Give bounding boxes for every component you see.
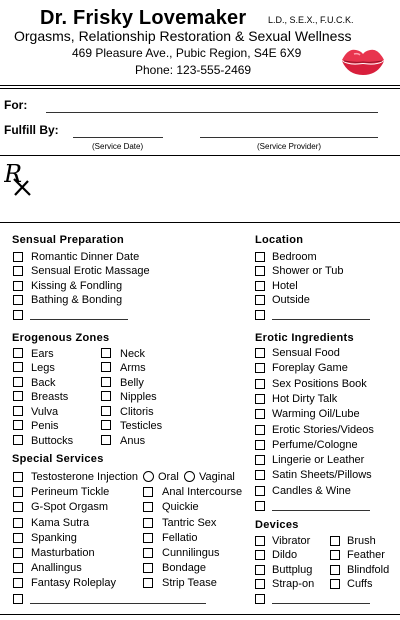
checkbox-nipples[interactable] [101,391,111,401]
label-cuffs: Cuffs [347,578,373,590]
checkbox-devices-other[interactable] [255,594,265,604]
svg-text:R: R [4,160,23,188]
label-legs: Legs [31,362,55,374]
label-kama-sutra: Kama Sutra [31,517,90,529]
checkbox-fantasy-roleplay[interactable] [13,578,23,588]
checkbox-testicles[interactable] [101,420,111,430]
label-testosterone-injection: Testosterone Injection [31,471,139,483]
label-kissing-fondling: Kissing & Fondling [31,280,123,292]
label-sensual-food: Sensual Food [272,347,340,359]
checkbox-blindfold[interactable] [330,565,340,575]
checkbox-penis[interactable] [13,420,23,430]
service-date-caption: (Service Date) [92,142,144,151]
checkbox-neck[interactable] [101,348,111,358]
label-vulva: Vulva [31,406,59,418]
checkbox-masturbation[interactable] [13,548,23,558]
label-romantic-dinner-date: Romantic Dinner Date [31,251,140,263]
rx-divider [0,222,400,223]
erotic-ingredients-other-field[interactable] [272,510,370,511]
devices-other-field[interactable] [272,603,370,604]
label-spanking: Spanking [31,532,77,544]
rx-symbol [4,160,34,196]
label-hot-dirty-talk: Hot Dirty Talk [272,393,338,405]
label-anal-intercourse: Anal Intercourse [162,486,243,498]
label-g-spot-orgasm: G-Spot Orgasm [31,501,109,513]
label-lingerie-or-leather: Lingerie or Leather [272,454,365,466]
checkbox-anus[interactable] [101,435,111,445]
label-buttplug: Buttplug [272,564,313,576]
sensual-preparation-other-field[interactable] [30,319,128,320]
label-clitoris: Clitoris [120,406,154,418]
checkbox-kama-sutra[interactable] [13,518,23,528]
practice-tagline: Orgasms, Relationship Restoration & Sexual Wellness [14,28,352,44]
checkbox-bedroom[interactable] [255,252,265,262]
checkbox-quickie[interactable] [143,502,153,512]
label-dildo: Dildo [272,549,298,561]
for-field[interactable] [46,112,378,113]
checkbox-perfume-cologne[interactable] [255,440,265,450]
label-fantasy-roleplay: Fantasy Roleplay [31,577,116,589]
checkbox-vulva[interactable] [13,406,23,416]
checkbox-buttplug[interactable] [255,565,265,575]
label-bathing-bonding: Bathing & Bonding [31,294,123,306]
checkbox-sex-positions-book[interactable] [255,379,265,389]
label-bedroom: Bedroom [272,251,317,263]
special-services-other-field[interactable] [30,603,206,604]
label-buttocks: Buttocks [31,435,74,447]
label-nipples: Nipples [120,391,157,403]
for-label: For: [4,98,28,112]
label-anallingus: Anallingus [31,562,82,574]
checkbox-hotel[interactable] [255,281,265,291]
label-arms: Arms [120,362,146,374]
section-title-devices: Devices [255,519,299,531]
label-warming-oil-lube: Warming Oil/Lube [272,408,360,420]
doctor-credentials: L.D., S.E.X., F.U.C.K. [268,15,354,25]
checkbox-strip-tease[interactable] [143,578,153,588]
practice-phone: Phone: 123-555-2469 [135,63,252,77]
checkbox-shower-or-tub[interactable] [255,266,265,276]
checkbox-outside[interactable] [255,295,265,305]
checkbox-anal-intercourse[interactable] [143,487,153,497]
checkbox-dildo[interactable] [255,550,265,560]
label-vibrator: Vibrator [272,535,311,547]
section-title-sensual-preparation: Sensual Preparation [12,234,125,246]
checkbox-romantic-dinner-date[interactable] [13,252,23,262]
checkbox-feather[interactable] [330,550,340,560]
doctor-name: Dr. Frisky Lovemaker [40,7,247,29]
checkbox-breasts[interactable] [13,391,23,401]
label-neck: Neck [120,348,146,360]
service-date-field[interactable] [73,137,163,138]
lips-icon [340,45,386,77]
checkbox-location-other[interactable] [255,310,265,320]
label-anus: Anus [120,435,146,447]
label-bondage: Bondage [162,562,207,574]
fulfill-by-label: Fulfill By: [4,123,59,137]
checkbox-bathing-bonding[interactable] [13,295,23,305]
checkbox-testosterone-injection[interactable] [13,472,23,482]
practice-address: 469 Pleasure Ave., Pubic Region, S4E 6X9 [72,46,302,60]
label-strap-on: Strap-on [272,578,315,590]
checkbox-sensual-preparation-other[interactable] [13,310,23,320]
section-title-location: Location [255,234,304,246]
label-strip-tease: Strip Tease [162,577,217,589]
checkbox-lingerie-or-leather[interactable] [255,455,265,465]
label-ears: Ears [31,348,54,360]
checkbox-brush[interactable] [330,536,340,546]
location-other-field[interactable] [272,319,370,320]
label-belly: Belly [120,377,144,389]
checkbox-sensual-erotic-massage[interactable] [13,266,23,276]
checkbox-strap-on[interactable] [255,579,265,589]
label-vaginal: Vaginal [199,471,235,483]
label-sensual-erotic-massage: Sensual Erotic Massage [31,265,150,277]
label-hotel: Hotel [272,280,298,292]
checkbox-sensual-food[interactable] [255,348,265,358]
radio-vaginal[interactable] [184,471,195,482]
checkbox-candles-wine[interactable] [255,486,265,496]
label-breasts: Breasts [31,391,69,403]
label-outside: Outside [272,294,310,306]
label-shower-or-tub: Shower or Tub [272,265,344,277]
checkbox-erotic-ingredients-other[interactable] [255,501,265,511]
checkbox-hot-dirty-talk[interactable] [255,394,265,404]
section-title-special-services: Special Services [12,453,104,465]
service-provider-field[interactable] [200,137,378,138]
checkbox-spanking[interactable] [13,533,23,543]
checkbox-anallingus[interactable] [13,563,23,573]
checkbox-ears[interactable] [13,348,23,358]
checkbox-clitoris[interactable] [101,406,111,416]
header-divider-2 [0,88,400,89]
label-perineum-tickle: Perineum Tickle [31,486,110,498]
checkbox-tantric-sex[interactable] [143,518,153,528]
checkbox-special-services-other[interactable] [13,594,23,604]
label-penis: Penis [31,420,59,432]
label-foreplay-game: Foreplay Game [272,362,348,374]
label-tantric-sex: Tantric Sex [162,517,217,529]
label-brush: Brush [347,535,376,547]
checkbox-warming-oil-lube[interactable] [255,409,265,419]
label-sex-positions-book: Sex Positions Book [272,378,367,390]
label-oral: Oral [158,471,179,483]
checkbox-legs[interactable] [13,362,23,372]
checkbox-g-spot-orgasm[interactable] [13,502,23,512]
service-provider-caption: (Service Provider) [257,142,322,151]
radio-oral[interactable] [143,471,154,482]
checkbox-bondage[interactable] [143,563,153,573]
form-divider [0,155,400,156]
label-satin-sheets-pillows: Satin Sheets/Pillows [272,469,372,481]
checkbox-perineum-tickle[interactable] [13,487,23,497]
checkbox-satin-sheets-pillows[interactable] [255,470,265,480]
checkbox-back[interactable] [13,377,23,387]
label-back: Back [31,377,56,389]
checkbox-cunnilingus[interactable] [143,548,153,558]
label-quickie: Quickie [162,501,199,513]
label-blindfold: Blindfold [347,564,390,576]
checkbox-vibrator[interactable] [255,536,265,546]
label-erotic-stories-videos: Erotic Stories/Videos [272,424,374,436]
checkbox-belly[interactable] [101,377,111,387]
checkbox-erotic-stories-videos[interactable] [255,425,265,435]
label-testicles: Testicles [120,420,163,432]
label-candles-wine: Candles & Wine [272,485,351,497]
label-fellatio: Fellatio [162,532,198,544]
checkbox-fellatio[interactable] [143,533,153,543]
checkbox-arms[interactable] [101,362,111,372]
checkbox-foreplay-game[interactable] [255,363,265,373]
label-cunnilingus: Cunnilingus [162,547,220,559]
section-title-erotic-ingredients: Erotic Ingredients [255,332,354,344]
footer-divider [0,614,400,615]
section-title-erogenous-zones: Erogenous Zones [12,332,110,344]
checkbox-kissing-fondling[interactable] [13,281,23,291]
header-divider [0,85,400,86]
checkbox-buttocks[interactable] [13,435,23,445]
label-masturbation: Masturbation [31,547,95,559]
label-feather: Feather [347,549,385,561]
label-perfume-cologne: Perfume/Cologne [272,439,358,451]
checkbox-cuffs[interactable] [330,579,340,589]
